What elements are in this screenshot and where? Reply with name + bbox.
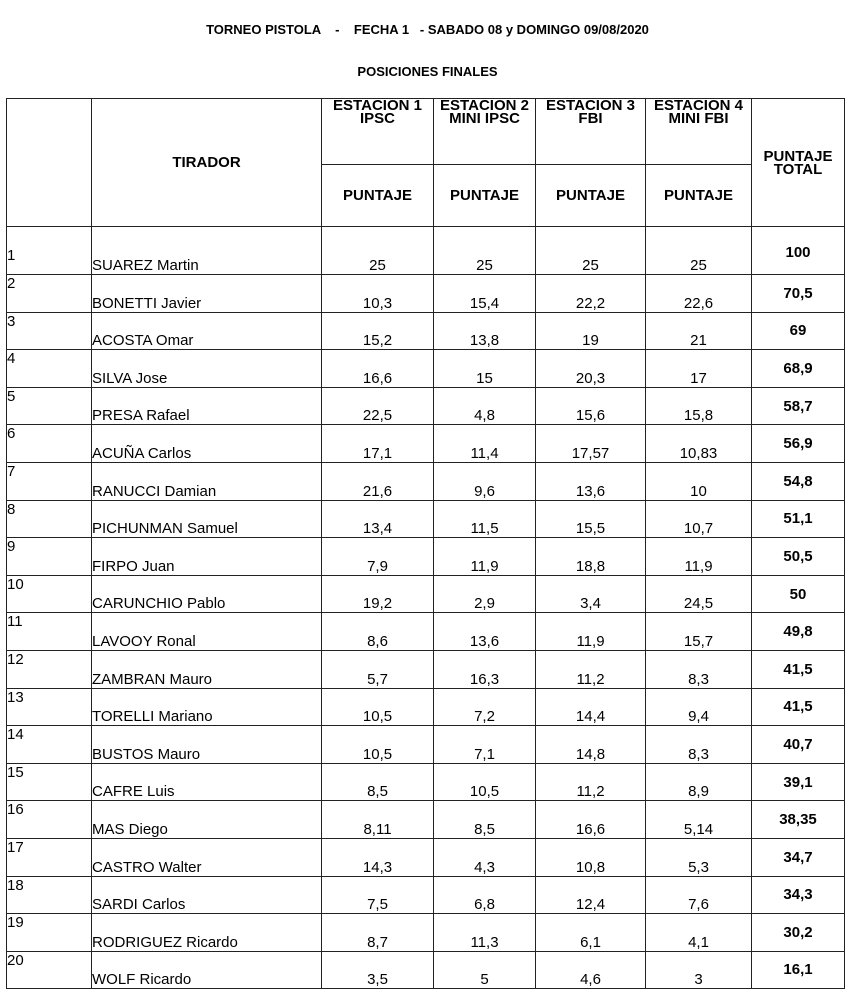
station-1-score: 8,7 [322,914,434,952]
station-2-score: 11,9 [434,538,536,576]
position-cell: 8 [7,500,92,538]
table-row [7,613,845,651]
station-2-score: 13,8 [434,312,536,350]
table-row [7,275,845,313]
station-4-score: 10,83 [646,425,752,463]
station-2-score: 9,6 [434,462,536,500]
shooter-name: FIRPO Juan [92,538,322,576]
station-1-score: 13,4 [322,500,434,538]
table-row [7,350,845,388]
station-4-score: 5,3 [646,838,752,876]
total-score: 40,7 [752,726,845,764]
total-score: 34,3 [752,876,845,914]
station-1-score: 16,6 [322,350,434,388]
station-2-score: 4,3 [434,838,536,876]
station-1-score: 5,7 [322,650,434,688]
station-1-score: 10,3 [322,275,434,313]
position-cell: 15 [7,763,92,801]
header-station-2: ESTACION 2 MINI IPSC [434,99,536,165]
station-4-score: 22,6 [646,275,752,313]
station-3-score: 13,6 [536,462,646,500]
total-score: 41,5 [752,650,845,688]
station-2-score: 15,4 [434,275,536,313]
header-tirador: TIRADOR [92,99,322,227]
position-cell: 16 [7,801,92,839]
station-1-score: 8,5 [322,763,434,801]
station-2-score: 11,5 [434,500,536,538]
total-score: 34,7 [752,838,845,876]
station-3-score: 11,2 [536,650,646,688]
station-3-score: 14,8 [536,726,646,764]
position-cell: 4 [7,350,92,388]
station-3-score: 15,5 [536,500,646,538]
shooter-name: RANUCCI Damian [92,462,322,500]
table-row [7,500,845,538]
header-station-3: ESTACION 3 FBI [536,99,646,165]
shooter-name: RODRIGUEZ Ricardo [92,914,322,952]
station-3-score: 20,3 [536,350,646,388]
station-4-score: 25 [646,227,752,275]
shooter-name: SILVA Jose [92,350,322,388]
shooter-name: ACOSTA Omar [92,312,322,350]
header-position [7,99,92,227]
position-cell: 6 [7,425,92,463]
station-1-score: 7,9 [322,538,434,576]
table-row [7,425,845,463]
station-2-score: 7,2 [434,688,536,726]
station-4-score: 7,6 [646,876,752,914]
station-4-score: 21 [646,312,752,350]
shooter-name: MAS Diego [92,801,322,839]
total-score: 49,8 [752,613,845,651]
station-4-score: 8,3 [646,726,752,764]
station-1-score: 21,6 [322,462,434,500]
position-cell: 19 [7,914,92,952]
total-score: 100 [752,227,845,275]
station-3-score: 15,6 [536,387,646,425]
station-4-score: 17 [646,350,752,388]
header-puntaje-1: PUNTAJE [322,165,434,227]
station-1-score: 25 [322,227,434,275]
shooter-name: TORELLI Mariano [92,688,322,726]
position-cell: 7 [7,462,92,500]
station-2-score: 5 [434,951,536,989]
results-body [7,227,845,989]
station-1-score: 17,1 [322,425,434,463]
total-score: 38,35 [752,801,845,839]
total-score: 56,9 [752,425,845,463]
station-4-score: 10 [646,462,752,500]
position-cell: 12 [7,650,92,688]
total-score: 51,1 [752,500,845,538]
station-1-score: 14,3 [322,838,434,876]
station-4-score: 5,14 [646,801,752,839]
table-row [7,650,845,688]
total-score: 69 [752,312,845,350]
total-score: 16,1 [752,951,845,989]
shooter-name: ACUÑA Carlos [92,425,322,463]
shooter-name: SUAREZ Martin [92,227,322,275]
position-cell: 18 [7,876,92,914]
position-cell: 14 [7,726,92,764]
table-row [7,876,845,914]
station-3-score: 17,57 [536,425,646,463]
position-cell: 1 [7,227,92,275]
station-4-score: 8,3 [646,650,752,688]
total-score: 50 [752,575,845,613]
position-cell: 5 [7,387,92,425]
header-puntaje-3: PUNTAJE [536,165,646,227]
station-2-score: 11,4 [434,425,536,463]
station-2-score: 15 [434,350,536,388]
shooter-name: BUSTOS Mauro [92,726,322,764]
shooter-name: LAVOOY Ronal [92,613,322,651]
station-2-score: 16,3 [434,650,536,688]
station-3-score: 12,4 [536,876,646,914]
station-1-score: 3,5 [322,951,434,989]
shooter-name: CARUNCHIO Pablo [92,575,322,613]
station-3-score: 22,2 [536,275,646,313]
station-4-score: 3 [646,951,752,989]
station-1-score: 19,2 [322,575,434,613]
station-3-score: 18,8 [536,538,646,576]
shooter-name: CAFRE Luis [92,763,322,801]
header-row-stations [7,99,845,165]
station-3-score: 25 [536,227,646,275]
station-4-score: 8,9 [646,763,752,801]
header-puntaje-2: PUNTAJE [434,165,536,227]
station-2-score: 11,3 [434,914,536,952]
station-3-score: 10,8 [536,838,646,876]
total-score: 68,9 [752,350,845,388]
station-4-score: 15,8 [646,387,752,425]
table-row [7,312,845,350]
shooter-name: PICHUNMAN Samuel [92,500,322,538]
table-row [7,838,845,876]
table-row [7,688,845,726]
total-score: 41,5 [752,688,845,726]
shooter-name: ZAMBRAN Mauro [92,650,322,688]
table-row [7,763,845,801]
station-2-score: 7,1 [434,726,536,764]
header-station-4: ESTACION 4 MINI FBI [646,99,752,165]
position-cell: 3 [7,312,92,350]
total-score: 54,8 [752,462,845,500]
station-1-score: 7,5 [322,876,434,914]
table-row [7,951,845,989]
station-4-score: 24,5 [646,575,752,613]
shooter-name: PRESA Rafael [92,387,322,425]
station-2-score: 10,5 [434,763,536,801]
station-2-score: 4,8 [434,387,536,425]
station-4-score: 15,7 [646,613,752,651]
station-4-score: 4,1 [646,914,752,952]
table-row [7,726,845,764]
station-1-score: 8,11 [322,801,434,839]
position-cell: 17 [7,838,92,876]
shooter-name: BONETTI Javier [92,275,322,313]
station-1-score: 22,5 [322,387,434,425]
station-2-score: 13,6 [434,613,536,651]
total-score: 58,7 [752,387,845,425]
station-3-score: 11,9 [536,613,646,651]
document-subtitle: POSICIONES FINALES [357,64,498,79]
table-row [7,227,845,275]
results-table [6,98,845,989]
header-puntaje-4: PUNTAJE [646,165,752,227]
position-cell: 9 [7,538,92,576]
station-4-score: 9,4 [646,688,752,726]
station-2-score: 8,5 [434,801,536,839]
station-4-score: 11,9 [646,538,752,576]
station-2-score: 2,9 [434,575,536,613]
station-1-score: 10,5 [322,688,434,726]
station-1-score: 10,5 [322,726,434,764]
header-station-1: ESTACION 1 IPSC [322,99,434,165]
table-row [7,914,845,952]
table-row [7,538,845,576]
document-title: TORNEO PISTOLA - FECHA 1 - SABADO 08 y DOMINGO 09/08/2020 [206,22,649,37]
total-score: 30,2 [752,914,845,952]
station-2-score: 6,8 [434,876,536,914]
station-3-score: 16,6 [536,801,646,839]
position-cell: 10 [7,575,92,613]
station-4-score: 10,7 [646,500,752,538]
position-cell: 11 [7,613,92,651]
total-score: 50,5 [752,538,845,576]
station-2-score: 25 [434,227,536,275]
station-3-score: 14,4 [536,688,646,726]
table-row [7,462,845,500]
table-row [7,801,845,839]
station-1-score: 15,2 [322,312,434,350]
station-3-score: 3,4 [536,575,646,613]
total-score: 39,1 [752,763,845,801]
position-cell: 13 [7,688,92,726]
header-total: PUNTAJE TOTAL [752,99,845,227]
station-3-score: 4,6 [536,951,646,989]
total-score: 70,5 [752,275,845,313]
shooter-name: WOLF Ricardo [92,951,322,989]
station-3-score: 19 [536,312,646,350]
table-row [7,387,845,425]
shooter-name: CASTRO Walter [92,838,322,876]
table-row [7,575,845,613]
station-3-score: 6,1 [536,914,646,952]
shooter-name: SARDI Carlos [92,876,322,914]
position-cell: 2 [7,275,92,313]
position-cell: 20 [7,951,92,989]
station-3-score: 11,2 [536,763,646,801]
station-1-score: 8,6 [322,613,434,651]
